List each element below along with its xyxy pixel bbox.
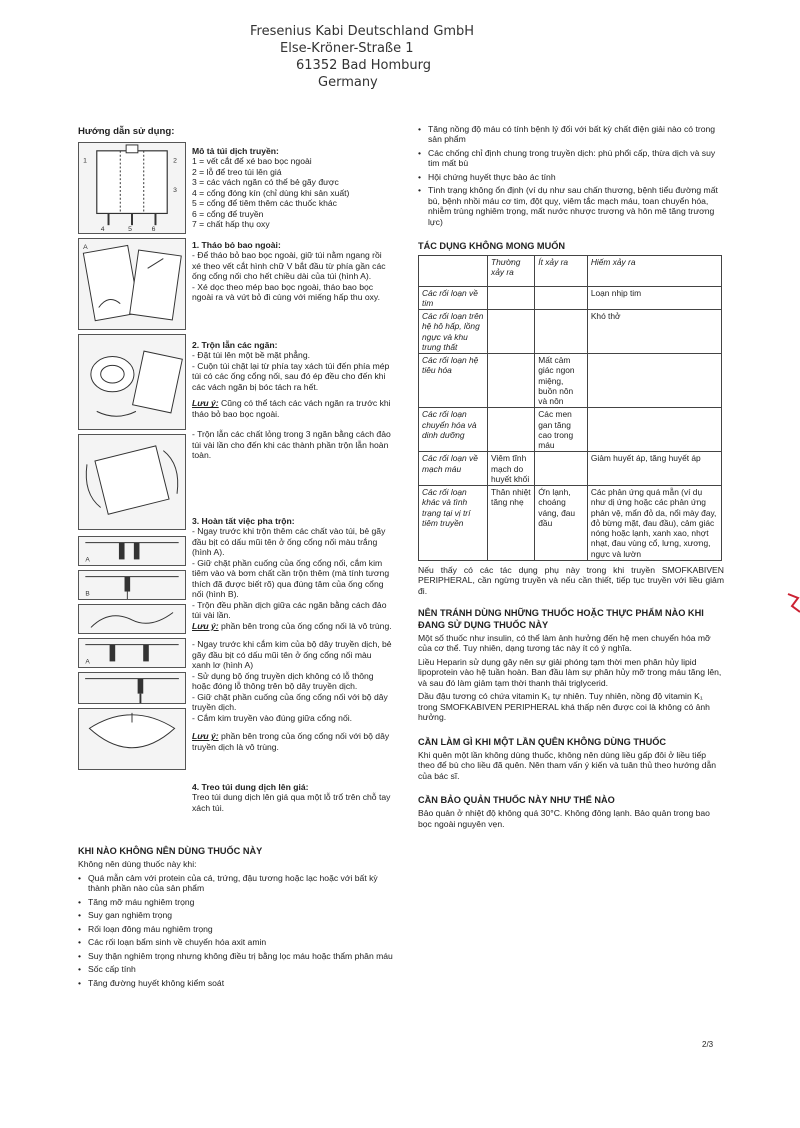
list-item: • Suy thận nghiêm trọng nhưng không điều trị bằng lọc máu hoặc thẩm phân máu: [78, 951, 398, 961]
table-header-cell: Thường xảy ra: [488, 255, 535, 286]
red-margin-mark-icon: [786, 590, 800, 616]
street-address: Else-Kröner-Straße 1: [280, 40, 414, 56]
spike-icon: [79, 673, 185, 703]
table-header-cell: Hiếm xảy ra: [587, 255, 721, 286]
mixing-hands-icon: [79, 605, 185, 633]
avoid-text-1: Một số thuốc như insulin, có thể làm ảnh hưởng đến hệ men chuyển hóa mỡ của cơ thể. Tuy nhiên, dạng tương tác này ít có ý nghĩa.: [418, 632, 711, 654]
step-2-text-1: - Đặt túi lên một bề mặt phẳng.: [192, 350, 310, 361]
list-item: • Các rối loạn bẩm sinh về chuyển hóa axit amin: [78, 937, 398, 947]
company-name: Fresenius Kabi Deutschland GmbH: [250, 24, 475, 39]
table-cell: Ớn lạnh, choáng váng, đau đầu: [535, 486, 588, 561]
table-cell: [488, 286, 535, 310]
hang-bag-icon: [79, 709, 185, 769]
svg-text:2: 2: [173, 157, 177, 165]
step-2: [192, 340, 392, 461]
contraindications-intro: Không nên dùng thuốc này khi:: [78, 859, 197, 870]
remove-overwrap-figure: [78, 238, 186, 330]
table-cell: Các rối loạn hệ tiêu hóa: [419, 354, 488, 408]
step-3-title: 3. Hoàn tất việc pha trộn:: [192, 516, 295, 526]
insert-spike-figure: [78, 672, 186, 704]
step-4-title: 4. Treo túi dung dịch lên giá:: [192, 782, 309, 792]
step-3-text-2: - Giữ chặt phần cuống của ống cổng nối, cắm kim tiêm vào và bơm chất cần trộn thêm (mà tính tương thích đã được biết rõ) qua đúng tâm của ống cổng nối (hình B).: [192, 557, 390, 600]
table-cell: Các phản ứng quá mẫn (ví dụ như dị ứng hoặc các phản ứng phản vệ, mẩn đỏ da, nổi mày đay, đỏ bừng mặt, đau đầu), cảm giác nóng hoặc lạnh, xanh xao, nhợt nhạt, đau vùng cổ, lưng, xương, ngực và lườn: [587, 486, 721, 561]
step-2-note-text: Cũng có thể tách các vách ngăn ra trước khi tháo bỏ bao bọc ngoài.: [192, 398, 391, 419]
avoid-text-2: Liều Heparin sử dụng gây nên sự giải phóng tạm thời men phân hủy lipid lipoprotein vào hệ tuần hoàn. Ban đầu làm sự phân hủy mỡ trong máu tăng lên, và sau đó làm giảm tạm thời thanh thải triglycerid.: [418, 656, 722, 688]
list-item: • Sốc cấp tính: [78, 964, 398, 974]
svg-text:1: 1: [83, 157, 87, 165]
bag-diagram-figure: [78, 142, 186, 234]
step-2-note: [192, 398, 392, 419]
missed-dose-text: Khi quên một lần không dùng thuốc, không nên dùng liều gấp đôi ở liều tiếp theo để bù cho liều đã quên. Nên tham vấn ý kiến và tuân thủ theo hướng dẫn của bác sĩ.: [418, 749, 717, 781]
adverse-effects-title: TÁC DỤNG KHÔNG MONG MUỐN: [418, 241, 565, 252]
avoid-text-3: Dầu đậu tương có chứa vitamin K₁ tự nhiên. Tuy nhiên, nồng độ vitamin K₁ trong SMOFKABIVEN PERIPHERAL khá thấp nên được coi là không có ảnh hưởng.: [418, 691, 710, 723]
right-column: [418, 124, 724, 832]
table-cell: [488, 408, 535, 452]
bag-item-2: 2 = lỗ để treo túi lên giá: [192, 166, 282, 177]
list-item: • Tăng mỡ máu nghiêm trọng: [78, 897, 398, 907]
table-cell: Các rối loạn về tim: [419, 286, 488, 310]
svg-text:A: A: [85, 658, 90, 666]
table-cell: Các men gan tăng cao trong máu: [535, 408, 588, 452]
step-2-note-label: Lưu ý:: [192, 398, 219, 409]
list-item: • Tình trạng không ổn định (ví dụ như sau chấn thương, bệnh tiểu đường mất bù, bệnh nhồi máu cơ tim, đột quỵ, viêm tắc mạch máu, toan chuyển hóa, nhiễm trùng nghiêm trọng, mất nước nhược trương và hôn mê tăng trương lực): [418, 185, 724, 227]
step-3: [192, 516, 392, 752]
step-1-title: 1. Tháo bỏ bao ngoài:: [192, 240, 281, 250]
hands-tearing-icon: [79, 239, 185, 329]
bag-item-3: 3 = các vách ngăn có thể bẻ gãy được: [192, 177, 339, 188]
table-cell: Thân nhiệt tăng nhẹ: [488, 486, 535, 561]
country: Germany: [318, 74, 378, 90]
table-cell: [535, 310, 588, 354]
syringe-icon: [79, 571, 185, 599]
step-3-text-4: - Ngay trước khi cắm kim của bộ dây truyền dịch, bẻ gãy đầu bịt có dấu mũi tên ở ống cổng nối màu xanh lơ (hình A): [192, 639, 392, 671]
step-3-note-2-label: Lưu ý:: [192, 731, 219, 742]
table-header-cell: [419, 255, 488, 286]
list-item: • Tăng đường huyết không kiểm soát: [78, 978, 398, 988]
step-2-text-3: - Trộn lẫn các chất lỏng trong 3 ngăn bằng cách đảo túi vài lần cho đến khi các thành phần trộn lẫn hoàn toàn.: [192, 429, 391, 461]
table-row: [419, 452, 722, 486]
contraindications-section: [78, 846, 398, 991]
step-3-text-3: - Trộn đều phần dịch giữa các ngăn bằng cách đảo túi vài lần.: [192, 599, 387, 621]
contraindications-list: [78, 873, 398, 988]
step-3-note-2: [192, 731, 392, 752]
break-blue-cap-icon: [79, 639, 185, 667]
list-item: • Hội chứng huyết thực bào ác tính: [418, 172, 724, 182]
table-cell: [488, 310, 535, 354]
city-postcode: 61352 Bad Homburg: [296, 57, 432, 73]
bag-description: [192, 146, 392, 230]
table-cell: [587, 408, 721, 452]
list-item: • Rối loạn đông máu nghiêm trọng: [78, 924, 398, 934]
table-cell: [535, 286, 588, 310]
table-cell: [587, 354, 721, 408]
missed-dose-title: CẦN LÀM GÌ KHI MỘT LẦN QUÊN KHÔNG DÙNG THUỐC: [418, 736, 667, 747]
bag-item-7: 7 = chất hấp thụ oxy: [192, 219, 270, 230]
step-3-note-1-label: Lưu ý:: [192, 620, 219, 631]
hang-bag-figure: [78, 708, 186, 770]
contraindications-continued-list: [418, 124, 724, 227]
table-row: [419, 286, 722, 310]
table-cell: Các rối loạn khác và tình trạng tại vị trí tiêm truyền: [419, 486, 488, 561]
svg-text:4: 4: [100, 226, 105, 233]
bag-description-title: Mô tả túi dịch truyền:: [192, 146, 279, 156]
bag-item-4: 4 = cổng đóng kín (chỉ dùng khi sản xuất): [192, 187, 350, 198]
contraindications-title: KHI NÀO KHÔNG NÊN DÙNG THUỐC NÀY: [78, 846, 263, 856]
step-3-text-6: - Giữ chặt phần cuống của ống cổng nối với bộ dây truyền dịch.: [192, 691, 388, 713]
break-cap-figure: [78, 536, 186, 566]
usage-title: Hướng dẫn sử dụng:: [78, 126, 175, 137]
bag-item-6: 6 = cổng để truyền: [192, 208, 264, 219]
invert-bag-icon: [79, 435, 185, 529]
step-1: [192, 240, 392, 303]
table-cell: Các rối loạn về mạch máu: [419, 452, 488, 486]
table-cell: Mất cảm giác ngon miệng, buồn nôn và nôn: [535, 354, 588, 408]
roll-bag-figure: [78, 334, 186, 430]
table-cell: Loạn nhịp tim: [587, 286, 721, 310]
list-item: • Suy gan nghiêm trọng: [78, 910, 398, 920]
svg-text:3: 3: [173, 186, 177, 194]
storage-text: Bảo quản ở nhiệt độ không quá 30°C. Không đông lạnh. Bảo quản trong bao bọc ngoài nguyên vẹn.: [418, 808, 710, 829]
bag-item-5: 5 = cổng để tiêm thêm các thuốc khác: [192, 198, 337, 209]
step-1-text-1: - Để tháo bỏ bao bọc ngoài, giữ túi nằm ngang rồi xé theo vết cắt hình chữ V bắt đầu từ phía gần các ống cổng nối cho hết chiều dài của túi (hình A).: [192, 250, 386, 282]
page-number: 2/3: [702, 1040, 714, 1049]
bag-item-1: 1 = vết cắt để xé bao bọc ngoài: [192, 156, 312, 167]
step-2-title: 2. Trộn lẫn các ngăn:: [192, 340, 278, 350]
table-cell: [488, 354, 535, 408]
svg-text:5: 5: [128, 226, 132, 233]
break-blue-cap-figure: [78, 638, 186, 668]
step-3-note-1: [192, 621, 392, 631]
table-cell: [535, 452, 588, 486]
step-3-note-2-text: phần bên trong của ống cổng nối với bộ dây truyền dịch là vô trùng.: [192, 731, 390, 752]
avoid-title: NÊN TRÁNH DÙNG NHỮNG THUỐC HOẶC THỰC PHẨM NÀO KHI ĐANG SỬ DỤNG THUỐC NÀY: [418, 608, 704, 630]
step-4: [192, 782, 392, 813]
svg-text:6: 6: [151, 226, 156, 233]
mix-additive-figure: [78, 604, 186, 634]
manufacturer-address: [250, 24, 480, 92]
table-cell: Các rối loạn chuyển hóa và dinh dưỡng: [419, 408, 488, 452]
step-3-text-5: - Sử dụng bộ ống truyền dịch không có lỗ thông hoặc đóng lỗ thông trên bộ dây truyền dịch.: [192, 670, 374, 692]
table-row: [419, 354, 722, 408]
table-cell: Các rối loạn trên hệ hô hấp, lồng ngực và khu trung thất: [419, 310, 488, 354]
table-cell: Giảm huyết áp, tăng huyết áp: [587, 452, 721, 486]
step-4-text-1: Treo túi dung dịch lên giá qua một lỗ trổ trên chỗ tay xách túi.: [192, 792, 391, 813]
list-item: • Tăng nồng độ máu có tính bệnh lý đối với bất kỳ chất điện giải nào có trong sản phẩm: [418, 124, 724, 145]
table-row: [419, 310, 722, 354]
mix-bag-figure: [78, 434, 186, 530]
list-item: • Quá mẫn cảm với protein của cá, trứng, đậu tương hoặc lạc hoặc với bất kỳ thành phần nào của sản phẩm: [78, 873, 398, 894]
table-row: [419, 408, 722, 452]
table-cell: Viêm tĩnh mạch do huyết khối: [488, 452, 535, 486]
break-cap-icon: [79, 537, 185, 565]
svg-text:A: A: [83, 243, 88, 251]
inject-additive-figure: [78, 570, 186, 600]
step-2-text-2: - Cuộn túi chặt lại từ phía tay xách túi đến phía mép túi có các ống cổng nối, sau đó ép đều cho đến khi các vách ngăn bị bóc tách ra hết.: [192, 360, 390, 392]
table-header-row: [419, 255, 722, 286]
step-3-text-7: - Cắm kim truyền vào đúng giữa cổng nối.: [192, 712, 353, 723]
roll-bag-icon: [79, 335, 185, 429]
adverse-effects-table: [418, 255, 722, 561]
step-3-text-1: - Ngay trước khi trộn thêm các chất vào túi, bẻ gãy đầu bịt có dấu mũi tên ở ống cổng nối màu trắng (hình A).: [192, 526, 386, 558]
step-3-note-1-text: phần bên trong của ống cổng nối là vô trùng.: [218, 620, 392, 631]
svg-text:B: B: [85, 590, 90, 598]
table-cell: Khó thở: [587, 310, 721, 354]
bag-diagram-icon: [79, 143, 185, 233]
list-item: • Các chống chỉ định chung trong truyền dịch: phù phổi cấp, thừa dịch và suy tim mất bù: [418, 148, 724, 169]
storage-title: CẦN BẢO QUẢN THUỐC NÀY NHƯ THẾ NÀO: [418, 795, 615, 806]
svg-text:A: A: [85, 556, 90, 564]
table-row: [419, 486, 722, 561]
table-header-cell: Ít xảy ra: [535, 255, 588, 286]
step-1-text-2: - Xé dọc theo mép bao bọc ngoài, tháo bao bọc ngoài ra và vứt bỏ đi cùng với miếng hấp thu oxy.: [192, 281, 380, 303]
adverse-effects-note: Nếu thấy có các tác dụng phụ này trong khi truyền SMOFKABIVEN PERIPHERAL, cần ngừng truyền và nếu cần thiết, tiếp tục truyền với liều giảm đi.: [418, 564, 724, 596]
